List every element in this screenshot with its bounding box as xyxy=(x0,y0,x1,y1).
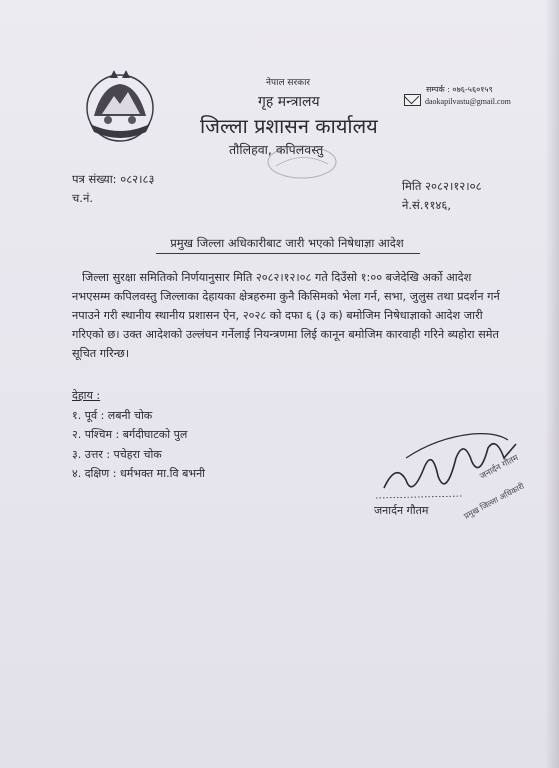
list-item: १. पूर्व : लबनी चोक xyxy=(72,408,153,422)
nepal-emblem-icon xyxy=(80,66,160,146)
body-line: सूचित गरिन्छ। xyxy=(72,347,130,360)
stamp-title: प्रमुख जिल्ला अधिकारी xyxy=(462,481,526,521)
dispatch-number: च.नं. xyxy=(72,191,93,205)
govt-label: नेपाल सरकार xyxy=(266,78,311,88)
phone-text: सम्पर्क : ०७६-५६०१५९ xyxy=(426,85,493,94)
ministry-label: गृह मन्त्रालय xyxy=(258,94,320,110)
restricted-places xyxy=(72,386,205,484)
subject-heading: प्रमुख जिल्ला अधिकारीबाट जारी भएको निषेधाज्ञा आदेश xyxy=(170,236,404,250)
body-line: नपाउने गरी स्थानीय स्थानीय प्रशासन ऐन, २०२८ को दफा ६ (३ क) बमोजिम निषेधाज्ञाको आदेश जारी xyxy=(72,309,483,322)
list-item: ३. उत्तर : पचेहरा चोक xyxy=(72,447,162,461)
places-heading: देहाय : xyxy=(72,389,101,402)
letter-number: पत्र संख्या: ०८२।८३ xyxy=(72,172,155,186)
office-stamp-icon xyxy=(262,142,342,182)
mail-icon xyxy=(404,94,421,106)
list-item: ४. दक्षिण : धर्मभक्त मा.वि बभनी xyxy=(72,467,206,480)
list-item: २. पश्चिम : बर्गदीघाटको पुल xyxy=(72,428,188,441)
body-line: नभएसम्म कपिलवस्तु जिल्लाका देहायका क्षेत्रहरुमा कुनै किसिमको भेला गर्न, सभा, जुलुस तथा प्रदर्शन गर्न xyxy=(72,290,500,303)
register-number: ने.सं.११४६, xyxy=(402,198,452,212)
subject-underline xyxy=(156,253,420,254)
office-location: तौलिहवा, कपिलवस्तु xyxy=(229,142,324,157)
body-line: गरिएको छ। उक्त आदेशको उल्लंघन गर्नेलाई नियन्त्रणमा लिई कानून बमोजिम कारवाही गरिने ब्यहोरा समेत xyxy=(72,328,499,341)
body-line: जिल्ला सुरक्षा समितिको निर्णयानुसार मिति २०८२।१२।०८ गते दिउँसो १:०० बजेदेखि अर्को आदेश xyxy=(82,271,472,284)
email-text: daokapilvastu@gmail.com xyxy=(425,97,511,106)
signatory-name: जनार्दन गौतम xyxy=(374,504,429,517)
stamp-name: जनार्दन गौतम xyxy=(478,453,521,482)
paper-edge-shadow xyxy=(545,0,559,768)
office-title: जिल्ला प्रशासन कार्यालय xyxy=(200,114,378,138)
letter-date: मिति २०८२।१२।०८ xyxy=(402,179,482,193)
